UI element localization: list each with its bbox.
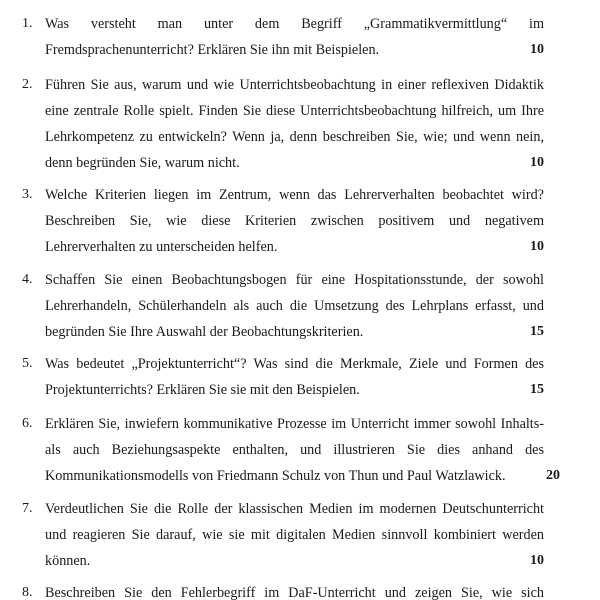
question-text-line: Erklären Sie, inwiefern kommunikative Prozesse im Unterricht immer sowohl Inhalts- (45, 416, 544, 432)
question-text-line: Was versteht man unter dem Begriff „Grammatikvermittlung“ im (45, 16, 544, 32)
question-text-line: Beschreiben Sie den Fehlerbegriff im DaF-Unterricht und zeigen Sie, wie sich (45, 585, 544, 600)
question-text-line: Verdeutlichen Sie die Rolle der klassischen Medien im modernen Deutschunterricht (45, 501, 544, 517)
question-text-line: eine zentrale Rolle spielt. Finden Sie diese Unterrichtsbeobachtung hilfreich, um Ihre (45, 103, 544, 119)
question-number: 8. (22, 585, 33, 600)
question-text-line: Lehrerverhalten zu unterscheiden helfen. (45, 239, 278, 255)
question-text-line: Lehrerhandeln, Schülerhandeln als auch die Umsetzung des Lehrplans erfasst, und (45, 298, 544, 314)
question-text-line: Kommunikationsmodells von Friedmann Schulz von Thun und Paul Watzlawick. (45, 468, 506, 484)
question-text-line: begründen Sie Ihre Auswahl der Beobachtungskriterien. (45, 324, 364, 340)
question-points: 10 (530, 155, 544, 170)
question-points: 20 (546, 468, 560, 483)
question-text-line: Führen Sie aus, warum und wie Unterrichtsbeobachtung in einer reflexiven Didaktik (45, 77, 544, 93)
question-text-line: können. (45, 553, 91, 569)
question-number: 2. (22, 77, 33, 92)
question-text-line: Fremdsprachenunterricht? Erklären Sie ihn mit Beispielen. (45, 42, 380, 58)
question-number: 6. (22, 416, 33, 431)
question-text-line: Beschreiben Sie, wie diese Kriterien zwischen positivem und negativem (45, 213, 544, 229)
question-text-line: Was bedeutet „Projektunterricht“? Was sind die Merkmale, Ziele und Formen des (45, 356, 544, 372)
question-text-line: Projektunterrichts? Erklären Sie sie mit den Beispielen. (45, 382, 360, 398)
question-points: 10 (530, 42, 544, 57)
question-text-line: Schaffen Sie einen Beobachtungsbogen für eine Hospitationsstunde, der sowohl (45, 272, 544, 288)
question-points: 10 (530, 239, 544, 254)
question-text-line: denn begründen Sie, warum nicht. (45, 155, 240, 171)
question-points: 15 (530, 324, 544, 339)
question-number: 7. (22, 501, 33, 516)
question-text-line: Welche Kriterien liegen im Zentrum, wenn das Lehrerverhalten beobachtet wird? (45, 187, 544, 203)
question-text-line: und reagieren Sie darauf, wie sie mit digitalen Medien sinnvoll kombiniert werden (45, 527, 544, 543)
question-number: 4. (22, 272, 33, 287)
question-text-line: als auch Beziehungsaspekte enthalten, und illustrieren Sie dies anhand des (45, 442, 544, 458)
question-points: 15 (530, 382, 544, 397)
question-number: 1. (22, 16, 33, 31)
question-points: 10 (530, 553, 544, 568)
question-number: 3. (22, 187, 33, 202)
question-text-line: Lehrkompetenz zu entwickeln? Wenn ja, denn beschreiben Sie, wie; und wenn nein, (45, 129, 544, 145)
question-number: 5. (22, 356, 33, 371)
